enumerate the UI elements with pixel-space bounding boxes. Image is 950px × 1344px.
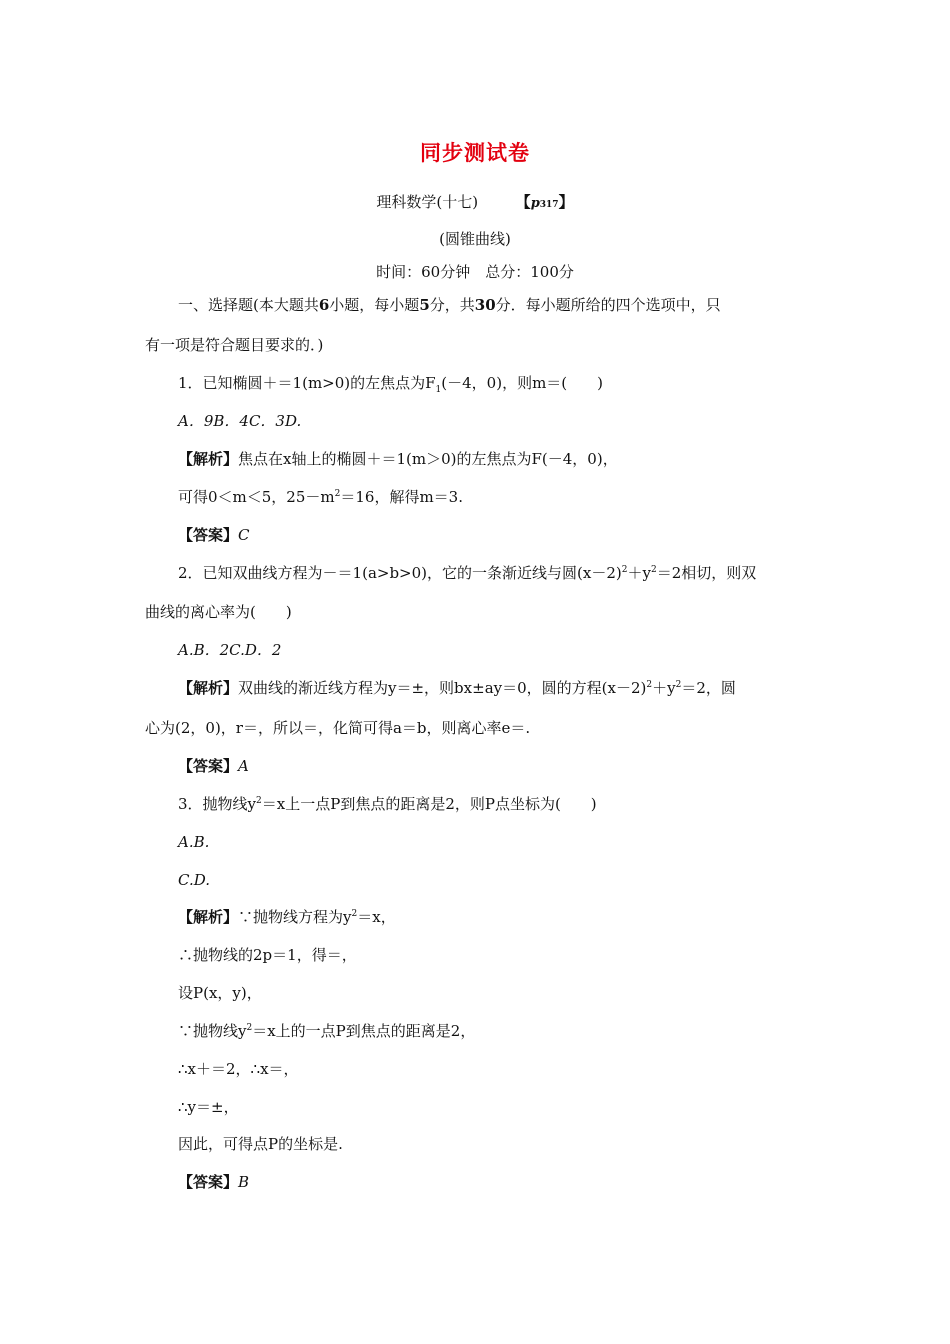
page-title: 同步测试卷: [420, 141, 530, 165]
q3-options-1: A.B.: [178, 833, 210, 851]
q2-options: A.B．2C.D．2: [178, 641, 282, 659]
q3-analysis-6: ∴y＝±，: [178, 1098, 239, 1116]
q2-analysis: 【解析】双曲线的渐近线方程为y＝±，则bx±ay＝0，圆的方程$(x-2)^2+y^2=2$，圆: [178, 679, 736, 697]
subtitle-line: [0, 191, 950, 212]
q3-analysis-5: ∴x＋＝2，∴x＝，: [178, 1060, 299, 1078]
q3-options-2: C.D.: [178, 871, 210, 889]
q3-analysis-2: ∴抛物线的2p＝1，得＝，: [178, 946, 357, 964]
q2-stem-cont: 曲线的离心率为( ): [145, 603, 292, 621]
q3-answer: 【答案】B: [178, 1173, 250, 1191]
section-heading-cont: 有一项是符合题目要求的．): [145, 336, 324, 354]
q3-analysis: 【解析】∵抛物线方程为$y^2=x$，: [178, 908, 396, 926]
topic: (圆锥曲线): [439, 230, 511, 248]
q2-stem: 2．已知双曲线方程为－＝1(a>b>0)，它的一条渐近线与圆$(x-2)^2+y^2=2$相切，则双: [178, 564, 757, 582]
q1-analysis-2: 可得0＜m＜5，$25-m^2=16$，解得m＝3.: [178, 488, 463, 506]
q1-analysis: 【解析】焦点在x轴上的椭圆＋＝1(m＞0)的左焦点为F(－4，0)，: [178, 450, 618, 468]
q3-stem: 3．抛物线$y^2=x$上一点P到焦点的距离是2，则P点坐标为( ): [178, 795, 597, 813]
q2-answer: 【答案】A: [178, 757, 249, 775]
q2-analysis-2: 心为(2，0)，r＝，所以＝，化简可得a＝b，则离心率e＝.: [145, 719, 531, 737]
q3-analysis-3: 设P(x，y)，: [178, 984, 262, 1002]
q3-analysis-7: 因此，可得点P的坐标是.: [178, 1135, 343, 1153]
q3-analysis-4: ∵抛物线$y^2=x$上的一点P到焦点的距离是2，: [178, 1022, 476, 1040]
q1-answer: 【答案】C: [178, 526, 250, 544]
page-ref: 【p317】: [515, 193, 574, 211]
q1-options: A．9B．4C．3D.: [178, 412, 302, 430]
subtitle: 理科数学(十七): [376, 193, 479, 211]
q1-stem: 1．已知椭圆＋＝1(m>0)的左焦点为$F_1(-4$，0)，则m＝( ): [178, 374, 604, 395]
section-heading: 一、选择题(本大题共6小题，每小题5分，共30分．每小题所给的四个选项中，只: [178, 296, 721, 314]
time-info: 时间：60分钟 总分：100分: [376, 263, 574, 281]
